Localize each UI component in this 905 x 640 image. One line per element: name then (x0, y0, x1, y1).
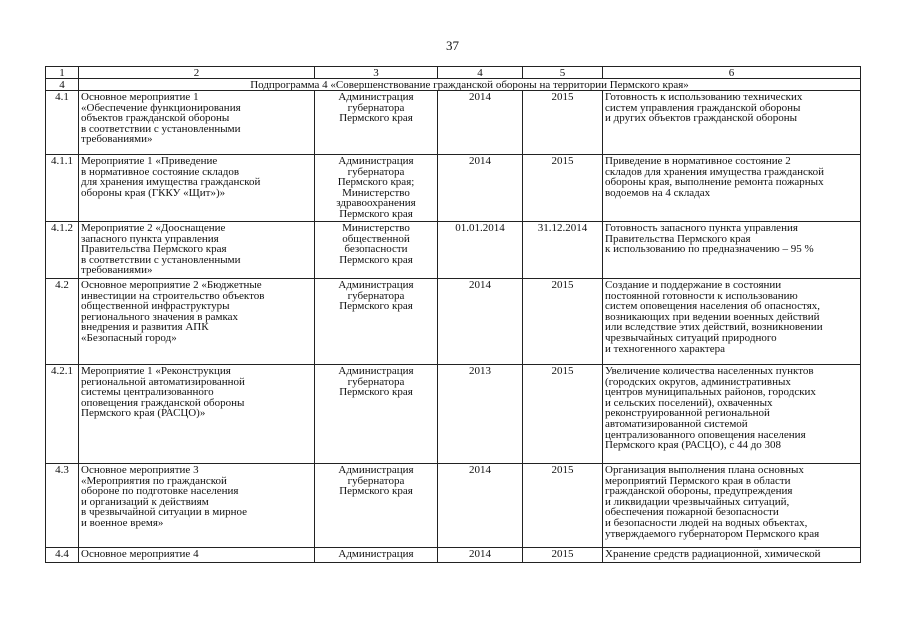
executor-cell: Администрация губернатора Пермского края (315, 365, 438, 464)
subprogram-title: Подпрограмма 4 «Совершенствование гражданской обороны на территории Пермского края» (79, 79, 861, 91)
table-row (46, 365, 861, 464)
column-number: 1 (46, 67, 79, 79)
start-cell: 01.01.2014 (438, 222, 523, 279)
end-cell: 2015 (523, 91, 603, 155)
executor-cell: Администрация губернатора Пермского края; Министерство здравоохранения Пермского края (315, 155, 438, 222)
executor-cell: Администрация губернатора Пермского края (315, 464, 438, 548)
row-number: 4.1.1 (46, 155, 79, 222)
executor-cell: Администрация губернатора Пермского края (315, 279, 438, 365)
executor-cell: Администрация (315, 548, 438, 563)
row-number: 4.3 (46, 464, 79, 548)
table-row (46, 279, 861, 365)
result-cell: Приведение в нормативное состояние 2 складов для хранения имущества гражданской обороны края, выполнение ремонта пожарных водоемов на 4 складах (603, 155, 861, 222)
measure-cell: Основное мероприятие 3 «Мероприятия по гражданской обороне по подготовке населения и организаций к действиям в чрезвычайной ситуации в мирное и военное время» (79, 464, 315, 548)
executor-cell: Администрация губернатора Пермского края (315, 91, 438, 155)
page-number: 37 (446, 38, 459, 53)
row-number: 4.4 (46, 548, 79, 563)
end-cell: 2015 (523, 365, 603, 464)
row-number: 4.2.1 (46, 365, 79, 464)
end-cell: 2015 (523, 155, 603, 222)
program-table (45, 66, 861, 563)
subprogram-row (46, 79, 861, 91)
table-row (46, 464, 861, 548)
column-number: 5 (523, 67, 603, 79)
result-cell: Хранение средств радиационной, химической (603, 548, 861, 563)
start-cell: 2014 (438, 548, 523, 563)
column-number: 4 (438, 67, 523, 79)
result-cell: Создание и поддержание в состоянии постоянной готовности к использованию систем оповещения населения об опасностях, возникающих при ведении военных действий или вследствие этих действий, возникновении чрезвычайных ситуаций природного и техногенного характера (603, 279, 861, 365)
column-number-row (46, 67, 861, 79)
column-number: 3 (315, 67, 438, 79)
measure-cell: Основное мероприятие 4 (79, 548, 315, 563)
start-cell: 2014 (438, 279, 523, 365)
column-number: 2 (79, 67, 315, 79)
start-cell: 2014 (438, 91, 523, 155)
start-cell: 2013 (438, 365, 523, 464)
row-number: 4.1.2 (46, 222, 79, 279)
column-number: 6 (603, 67, 861, 79)
result-cell: Готовность к использованию технических систем управления гражданской обороны и других объектов гражданской обороны (603, 91, 861, 155)
result-cell: Готовность запасного пункта управления Правительства Пермского края к использованию по предназначению – 95 % (603, 222, 861, 279)
start-cell: 2014 (438, 155, 523, 222)
start-cell: 2014 (438, 464, 523, 548)
table-row (46, 91, 861, 155)
executor-cell: Министерство общественной безопасности Пермского края (315, 222, 438, 279)
measure-cell: Основное мероприятие 1 «Обеспечение функционирования объектов гражданской обороны в соответствии с установленными требованиями» (79, 91, 315, 155)
row-number: 4.2 (46, 279, 79, 365)
row-number: 4.1 (46, 91, 79, 155)
end-cell: 2015 (523, 279, 603, 365)
result-cell: Организация выполнения плана основных мероприятий Пермского края в области гражданской обороны, предупреждения и ликвидации чрезвычайных ситуаций, обеспечения пожарной безопасности и безопасности людей на водных объектах, утверждаемого губернатором Пермского края (603, 464, 861, 548)
measure-cell: Мероприятие 1 «Реконструкция региональной автоматизированной системы централизованного оповещения гражданской обороны Пермского края (РАСЦО)» (79, 365, 315, 464)
measure-cell: Мероприятие 2 «Дооснащение запасного пункта управления Правительства Пермского края в соответствии с установленными требованиями» (79, 222, 315, 279)
result-cell: Увеличение количества населенных пунктов (городских округов, административных центров муниципальных районов, городских и сельских поселений), охваченных реконструированной региональной автоматизированной системой централизованного оповещения населения Пермского края (РАСЦО), с 44 до 308 (603, 365, 861, 464)
table-row (46, 155, 861, 222)
measure-cell: Мероприятие 1 «Приведение в нормативное состояние складов для хранения имущества гражданской обороны края (ГККУ «Щит»)» (79, 155, 315, 222)
end-cell: 31.12.2014 (523, 222, 603, 279)
end-cell: 2015 (523, 548, 603, 563)
table-row (46, 548, 861, 563)
measure-cell: Основное мероприятие 2 «Бюджетные инвестиции на строительство объектов общественной инфраструктуры регионального значения в рамках внедрения и развития АПК «Безопасный город» (79, 279, 315, 365)
table-row (46, 222, 861, 279)
subprogram-number: 4 (46, 79, 79, 91)
end-cell: 2015 (523, 464, 603, 548)
